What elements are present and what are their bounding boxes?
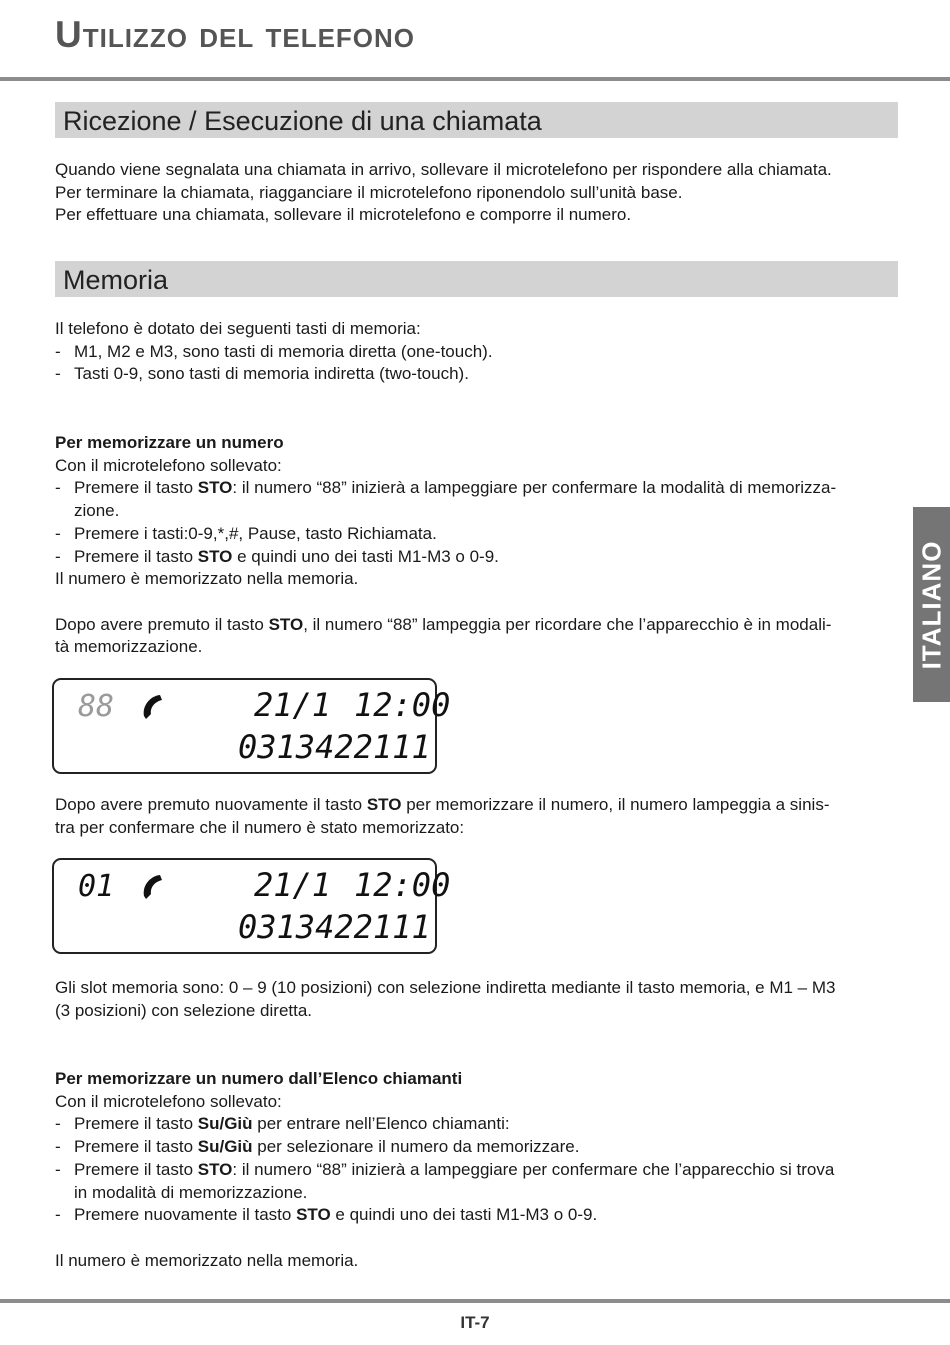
sto-key-label: STO <box>197 478 233 498</box>
updown-key-label: Su/Giù <box>197 1114 253 1134</box>
sto-key-label: STO <box>366 795 402 814</box>
store-heading: Per memorizzare un numero <box>55 433 284 452</box>
list-item: - Tasti 0-9, sono tasti di memoria indiretta (two-touch). <box>55 363 897 386</box>
sto-key-label: STO <box>197 546 233 566</box>
section-heading-call: Ricezione / Esecuzione di una chiamata <box>55 102 898 138</box>
list-item: - Premere il tasto Su/Giù per entrare nell’Elenco chiamanti: <box>55 1113 897 1136</box>
memory-intro: Il telefono è dotato dei seguenti tasti di memoria: <box>55 319 421 338</box>
call-line: Per effettuare una chiamata, sollevare il microtelefono e comporre il numero. <box>55 205 632 225</box>
store-after-note: Dopo avere premuto il tasto STO, il numero “88” lampeggia per ricordare che l’apparecchio è in modali- tà memorizzazione. <box>55 614 832 657</box>
call-instructions <box>55 159 897 227</box>
store-confirm-note: Dopo avere premuto nuovamente il tasto STO per memorizzare il numero, il numero lampeggia a sinis- tra per confermare che il numero è stato memorizzato: <box>55 795 830 837</box>
handset-icon <box>144 875 162 899</box>
page-title: Utilizzo del telefono <box>55 14 416 55</box>
calllist-heading: Per memorizzare un numero dall’Elenco chiamanti <box>55 1069 463 1088</box>
page-number: IT-7 <box>460 1313 490 1332</box>
lcd-slot: 01 <box>78 869 115 904</box>
call-line: Per terminare la chiamata, riagganciare il microtelefono riponendolo sull’unità base. <box>55 182 683 202</box>
sto-key-label: STO <box>268 614 304 634</box>
handset-icon <box>144 695 162 719</box>
list-item: - Premere il tasto STO: il numero “88” inizierà a lampeggiare per confermare la modalità di memorizza- zione. <box>55 477 897 522</box>
lcd-slot: 88 <box>78 689 115 724</box>
list-item: - Premere il tasto STO e quindi uno dei tasti M1-M3 o 0-9. <box>55 546 897 569</box>
call-line: Quando viene segnalata una chiamata in arrivo, sollevare il microtelefono per rispondere alla chiamata. <box>55 160 832 179</box>
bottom-divider <box>0 1299 950 1303</box>
lcd-display-stored <box>52 858 451 954</box>
top-divider <box>0 77 950 81</box>
language-tab-label: ITALIANO <box>916 540 946 669</box>
lcd-time: 12:00 <box>354 686 451 724</box>
store-result: Il numero è memorizzato nella memoria. <box>55 569 359 589</box>
list-item: - Premere il tasto Su/Giù per selezionare il numero da memorizzare. <box>55 1136 897 1159</box>
updown-key-label: Su/Giù <box>197 1137 253 1157</box>
lcd-time: 12:00 <box>354 866 451 904</box>
lcd-date: 21/1 <box>254 866 332 904</box>
section-heading-memory: Memoria <box>55 261 898 297</box>
store-intro: Con il microtelefono sollevato: <box>55 455 282 475</box>
sto-key-label: STO <box>197 1159 233 1179</box>
list-item: - Premere nuovamente il tasto STO e quindi uno dei tasti M1-M3 o 0-9. <box>55 1204 897 1227</box>
lcd-display-storing <box>52 678 451 774</box>
store-from-calllist-block <box>55 1068 897 1272</box>
list-item: - Premere il tasto STO: il numero “88” inizierà a lampeggiare per confermare che l’apparecchio si trova in modalità di memorizzazione. <box>55 1159 897 1204</box>
lcd-number: 0313422111 <box>238 908 431 946</box>
sto-key-label: STO <box>296 1205 331 1225</box>
list-item: - Premere i tasti:0-9,*,#, Pause, tasto Richiamata. <box>55 523 897 546</box>
lcd-number: 0313422111 <box>238 728 431 766</box>
language-tab <box>913 507 950 702</box>
calllist-result: Il numero è memorizzato nella memoria. <box>55 1250 359 1270</box>
list-item: - M1, M2 e M3, sono tasti di memoria diretta (one-touch). <box>55 341 897 364</box>
memory-slots-note: Gli slot memoria sono: 0 – 9 (10 posizioni) con selezione indiretta mediante il tasto memoria, e M1 – M3 (3 posizioni) con selezione diretta. <box>55 978 836 1020</box>
store-number-block <box>55 432 897 659</box>
calllist-intro: Con il microtelefono sollevato: <box>55 1091 282 1111</box>
lcd-date: 21/1 <box>254 686 332 724</box>
memory-keys-list <box>55 318 897 386</box>
